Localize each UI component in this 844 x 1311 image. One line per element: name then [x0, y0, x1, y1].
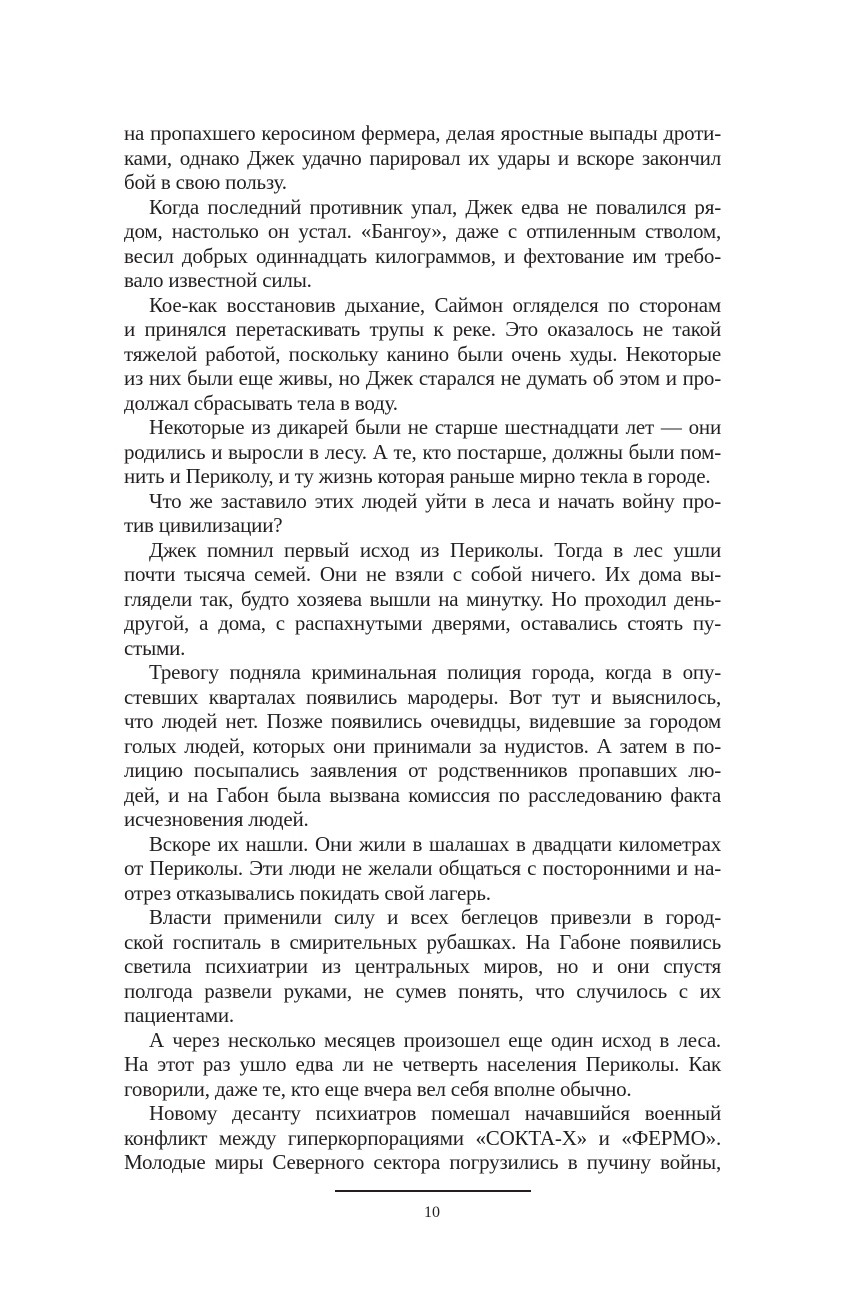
text-line: на пропахшего керосином фермера, делая яростные выпады дроти-	[124, 121, 721, 145]
paragraph	[124, 660, 721, 832]
text-line: лицию посыпались заявления от родственников пропавших лю-	[124, 758, 721, 782]
text-line: что людей нет. Позже появились очевидцы, видевшие за городом	[124, 709, 721, 733]
text-line: другой, а дома, с распахнутыми дверями, оставались стоять пу-	[124, 611, 721, 635]
text-line: А через несколько месяцев произошел еще один исход в леса.	[149, 1027, 721, 1052]
paragraph	[124, 1028, 721, 1102]
text-line: Что же заставило этих людей уйти в леса и начать войну про-	[149, 488, 721, 513]
text-line: Власти применили силу и всех беглецов привезли в город-	[149, 905, 721, 929]
text-line: полгода развели руками, не сумев понять, что случилось с их	[124, 978, 721, 1003]
text-line: почти тысяча семей. Они не взяли с собой ничего. Их дома вы-	[124, 562, 721, 586]
text-line: дей, и на Габон была вызвана комиссия по расследованию факта	[124, 782, 721, 807]
text-line: и принялся перетаскивать трупы к реке. Это оказалось не такой	[124, 317, 721, 341]
text-line: Некоторые из дикарей были не старше шестнадцати лет — они	[149, 415, 721, 439]
text-line: голых людей, которых они принимали за нудистов. А затем в по-	[124, 733, 721, 758]
text-line: родились и выросли в лесу. А те, кто постарше, должны были пом-	[124, 439, 721, 464]
text-line: Кое-как восстановив дыхание, Саймон огляделся по сторонам	[149, 292, 721, 317]
text-line: Новому десанту психиатров помешал начавшийся военный	[149, 1101, 721, 1125]
text-line: дом, настолько он устал. «Бангоу», даже с отпиленным стволом,	[124, 219, 721, 243]
footer-rule	[335, 1190, 531, 1192]
paragraph	[124, 1101, 721, 1175]
text-line: нить и Периколу, и ту жизнь которая раньше мирно текла в городе.	[124, 464, 711, 488]
text-line: стевших кварталах появились мародеры. Вот тут и выяснилось,	[124, 684, 721, 709]
text-line: светила психиатрии из центральных миров, но и они спустя	[124, 954, 721, 978]
text-line: Джек помнил первый исход из Периколы. Тогда в лес ушли	[149, 537, 721, 562]
text-line: стыми.	[124, 635, 186, 660]
text-line: вало известной силы.	[124, 268, 312, 292]
text-line: должал сбрасывать тела в воду.	[124, 390, 398, 415]
paragraph	[124, 195, 721, 293]
paragraph	[124, 293, 721, 416]
text-line: конфликт между гиперкорпорациями «СОКТА-Х» и «ФЕРМО».	[124, 1125, 721, 1150]
text-line: Тревогу подняла криминальная полиция города, когда в опу-	[149, 660, 721, 684]
text-line: говорили, даже те, кто еще вчера вел себя вполне обычно.	[124, 1076, 632, 1101]
paragraph	[124, 905, 721, 1028]
text-line: исчезновения людей.	[124, 807, 309, 831]
paragraph	[124, 415, 721, 489]
paragraph	[124, 489, 721, 538]
text-line: Когда последний противник упал, Джек едва не повалился ря-	[149, 194, 721, 219]
text-line: Вскоре их нашли. Они жили в шалашах в двадцати километрах	[149, 831, 721, 856]
text-line: отрез отказывались покидать свой лагерь.	[124, 880, 491, 905]
text-line: глядели так, будто хозяева вышли на минутку. Но проходил день-	[124, 586, 721, 611]
text-line: весил добрых одиннадцать килограммов, и фехтование им требо-	[124, 243, 721, 268]
text-line: пациентами.	[124, 1003, 234, 1027]
paragraph	[124, 832, 721, 906]
text-line: бой в свою пользу.	[124, 170, 287, 194]
text-line: ками, однако Джек удачно парировал их удары и вскоре закончил	[124, 145, 721, 170]
body-text	[124, 121, 721, 1175]
text-line: На этот раз ушло едва ли не четверть населения Периколы. Как	[124, 1052, 721, 1076]
paragraph	[124, 121, 721, 195]
text-line: Молодые миры Северного сектора погрузились в пучину войны,	[124, 1150, 721, 1174]
text-line: из них были еще живы, но Джек старался не думать об этом и про-	[124, 366, 721, 390]
text-line: тяжелой работой, поскольку канино были очень худы. Некоторые	[124, 341, 721, 366]
text-line: от Периколы. Эти люди не желали общаться с посторонними и на-	[124, 856, 721, 880]
page-number: 10	[424, 1204, 440, 1221]
text-line: ской госпиталь в смирительных рубашках. На Габоне появились	[124, 929, 721, 954]
paragraph	[124, 538, 721, 661]
text-line: тив цивилизации?	[124, 513, 283, 537]
